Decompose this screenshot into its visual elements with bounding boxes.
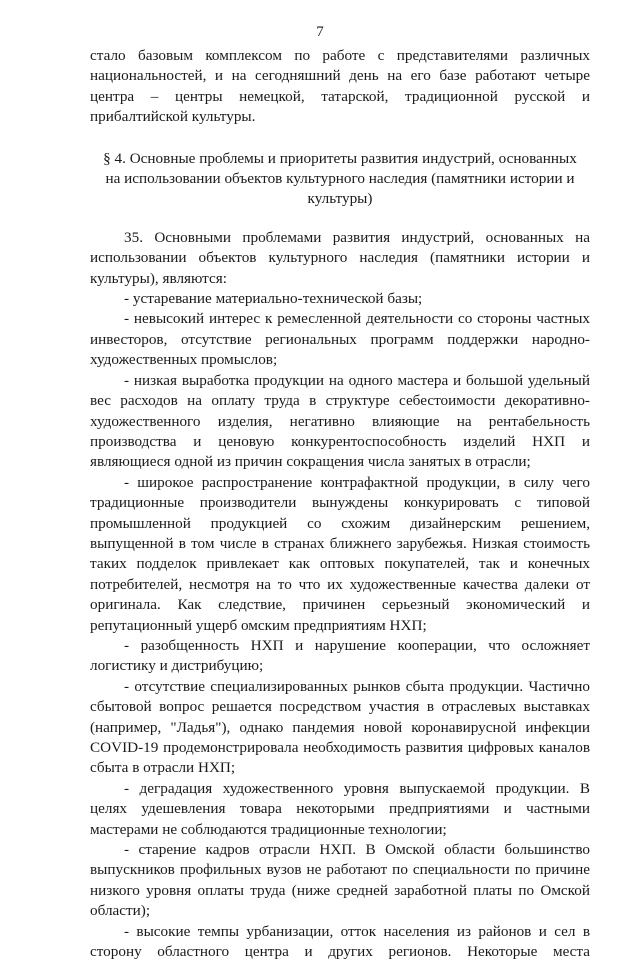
list-item: - невысокий интерес к ремесленной деятельности со стороны частных инвесторов, отсутствие региональных программ поддержки народно-художественных промыслов; xyxy=(90,310,590,369)
list-item: - низкая выработка продукции на одного мастера и большой удельный вес расходов на оплату труда в структуре себестоимости декоративно-художественного изделия, негативно влияющие на рентабельность производства и ценовую конкурентоспособность изделий НХП и являющиеся одной из причин сокращения числа занятых в отрасли; xyxy=(90,371,590,471)
section-heading: § 4. Основные проблемы и приоритеты развития индустрий, основанных на использовании объектов культурного наследия (памятники истории и культуры) xyxy=(103,149,577,208)
list-item: - деградация художественного уровня выпускаемой продукции. В целях удешевления товара некоторыми предприятиями и частными мастерами не соблюдаются традиционные технологии; xyxy=(90,779,590,838)
page-number: 7 xyxy=(316,24,324,40)
list-item: - старение кадров отрасли НХП. В Омской области большинство выпускников профильных вузов не работают по специальности по причине низкого уровня оплаты труда (ниже средней заработной платы по Омской области); xyxy=(90,841,590,920)
list-item: - широкое распространение контрафактной продукции, в силу чего традиционные производители вынуждены конкурировать с типовой промышленной продукцией со схожим дизайнерским решением, выпущенной в том числе в странах ближнего зарубежья. Низкая стоимость таких подделок привлекает как оптовых покупателей, так и конечных потребителей, несмотря на то что их художественные качества далеки от оригинала. Как следствие, причинен серьезный экономический и репутационный ущерб омским предприятиям НХП; xyxy=(90,473,590,634)
list-item: - разобщенность НХП и нарушение кооперации, что осложняет логистику и дистрибуцию; xyxy=(90,636,590,675)
document-body xyxy=(90,46,590,962)
list-item: - высокие темпы урбанизации, отток населения из районов и сел в сторону областного центра и других регионов. Некоторые места xyxy=(90,922,590,961)
intro-paragraph: стало базовым комплексом по работе с представителями различных национальностей, и на сегодняшний день на его базе работают четыре центра – центры немецкой, татарской, традиционной русской и прибалтийской культуры. xyxy=(90,47,590,126)
paragraph-35: 35. Основными проблемами развития индустрий, основанных на использовании объектов культурного наследия (памятники истории и культуры), являются: xyxy=(90,228,590,287)
list-item: - устаревание материально-технической базы; xyxy=(124,290,423,308)
list-item: - отсутствие специализированных рынков сбыта продукции. Частично сбытовой вопрос решается посредством участия в отраслевых выставках (например, "Ладья"), однако пандемия новой коронавирусной инфекции COVID-19 продемонстрировала необходимость развития цифровых каналов сбыта в отрасли НХП; xyxy=(90,677,590,777)
